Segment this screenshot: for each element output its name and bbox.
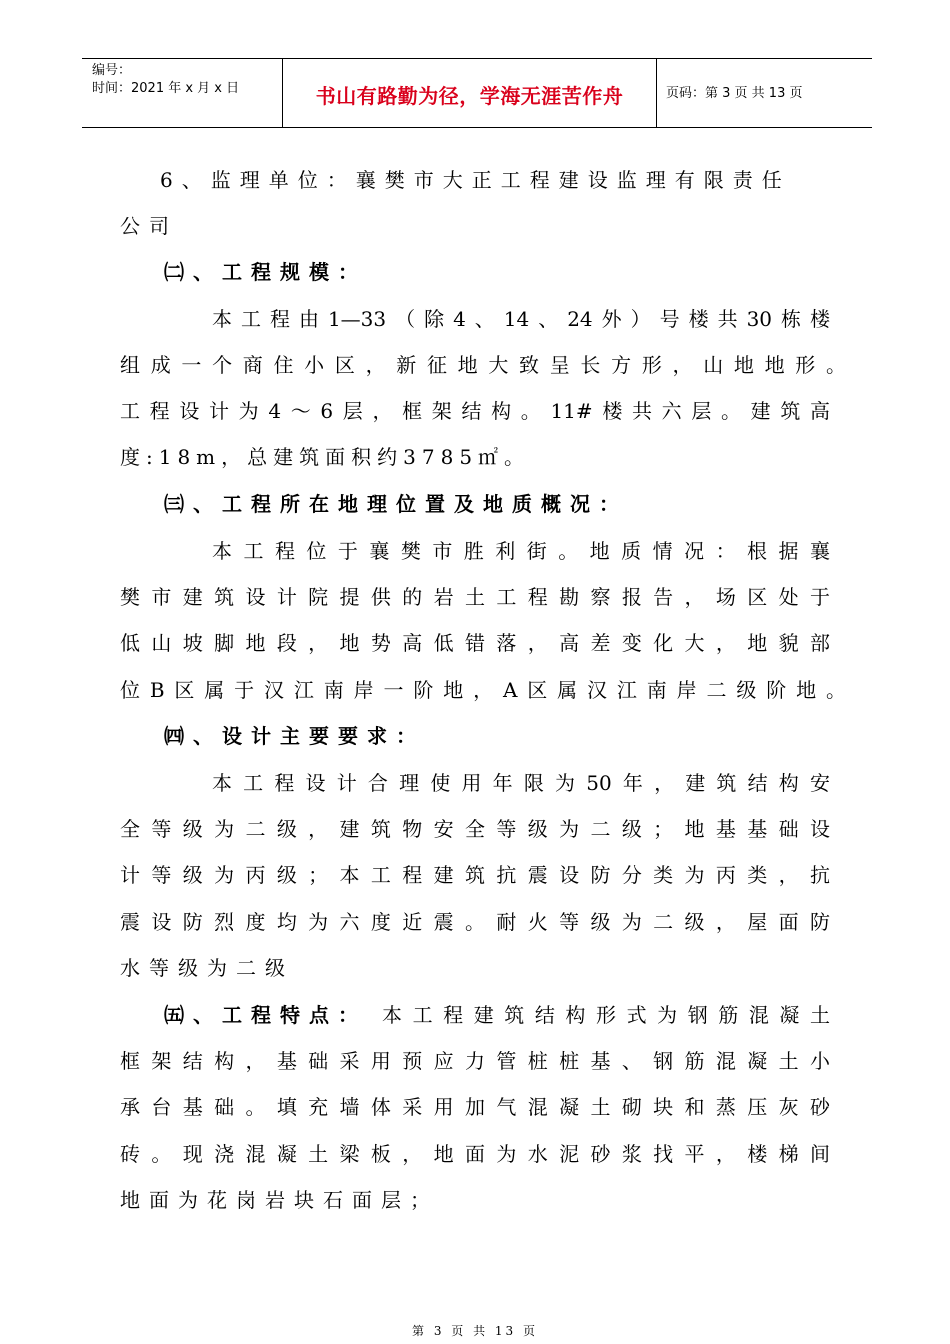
paragraph-line: 地面为花岗岩块石面层；	[120, 1188, 439, 1212]
paragraph-line: 承台基础。填充墙体采用加气混凝土砌块和蒸压灰砂	[120, 1095, 830, 1119]
paragraph-line: 震设防烈度均为六度近震。耐火等级为二级，屋面防	[120, 910, 830, 934]
document-number-label: 编号：	[92, 63, 132, 78]
header-meta-cell	[82, 59, 282, 127]
section-heading-features: ㈤、工程特点：	[164, 1003, 367, 1027]
paragraph-line: 水等级为二级	[120, 956, 294, 980]
paragraph-line: 框架结构，基础采用预应力管桩桩基、钢筋混凝土小	[120, 1049, 830, 1073]
paragraph-line: 度:18m，总建筑面积约3785㎡。	[120, 445, 531, 469]
page-header	[82, 58, 872, 128]
supervisor-line-cont: 公司	[120, 214, 178, 238]
paragraph-line: 砖。现浇混凝土梁板，地面为水泥砂浆找平，楼梯间	[120, 1142, 830, 1166]
paragraph-line: 本工程位于襄樊市胜利街。地质情况：根据襄	[212, 539, 830, 563]
paragraph-line: 本工程由1—33（除4、14、24外）号楼共30栋楼	[212, 307, 830, 331]
supervisor-line: 6、监理单位：襄樊市大正工程建设监理有限责任	[160, 168, 791, 192]
paragraph-line: 工程设计为4～6层，框架结构。11#楼共六层。建筑高	[120, 399, 830, 423]
date-line: 时间：2021 年 x 月 x 日	[92, 81, 240, 96]
paragraph-line: 本工程建筑结构形式为钢筋混凝土	[382, 1003, 830, 1027]
header-motto-cell	[282, 59, 657, 127]
section-heading-scale: ㈡、工程规模：	[164, 260, 367, 284]
header-page-cell	[656, 59, 872, 127]
paragraph-line: 全等级为二级，建筑物安全等级为二级；地基基础设	[120, 817, 830, 841]
paragraph-line: 樊市建筑设计院提供的岩土工程勘察报告，场区处于	[120, 585, 830, 609]
paragraph-line: 低山坡脚地段，地势高低错落，高差变化大，地貌部	[120, 631, 830, 655]
paragraph-line: 计等级为丙级；本工程建筑抗震设防分类为丙类，抗	[120, 863, 830, 887]
paragraph-line: 组成一个商住小区，新征地大致呈长方形，山地地形。	[120, 353, 846, 377]
page-footer: 第 3 页 共 13 页	[412, 1324, 538, 1338]
paragraph-line: 本工程设计合理使用年限为50年，建筑结构安	[212, 771, 830, 795]
paragraph-line: 位B区属于汉江南岸一阶地，A区属汉江南岸二级阶地。	[120, 678, 846, 702]
section-heading-location: ㈢、工程所在地理位置及地质概况：	[164, 492, 628, 516]
motto: 书山有路勤为径，学海无涯苦作舟	[315, 84, 624, 108]
page-code: 页码：第 3 页 共 13 页	[666, 86, 803, 101]
section-heading-requirements: ㈣、设计主要要求：	[164, 724, 425, 748]
